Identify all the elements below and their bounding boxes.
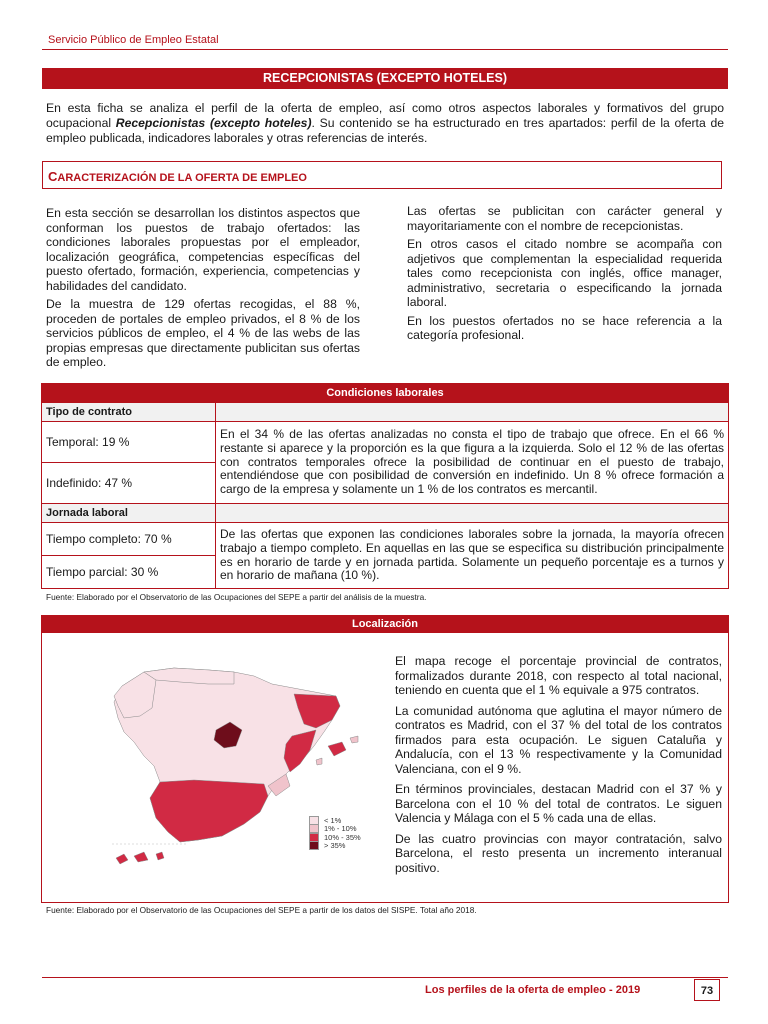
right-paragraph: Las ofertas se publicitan con carácter general y mayoritariamente con el nombre de recepcionistas.	[407, 204, 722, 233]
jornada-heading: Jornada laboral	[42, 504, 216, 523]
right-paragraph: En otros casos el citado nombre se acompaña con adjetivos que complementan la especialidad requerida tales como recepcionista con inglés, office manager, administrativo, secretaria o especificando la jornada laboral.	[407, 237, 722, 309]
legend-item	[309, 825, 361, 834]
legend-label: < 1%	[324, 815, 342, 825]
intro-paragraph	[46, 101, 724, 146]
right-column	[407, 204, 722, 347]
location-paragraph: En términos provinciales, destacan Madrid con el 37 % y Barcelona con el 10 % del total de contratos. Le siguen Valencia y Málaga con el 5 % cada una de ellas.	[395, 782, 722, 825]
intro-emph: Recepcionistas (excepto hoteles)	[115, 116, 312, 130]
section-first-letter: C	[48, 169, 58, 184]
canarias	[116, 852, 164, 864]
contract-description: En el 34 % de las ofertas analizadas no consta el tipo de trabajo que ofrece. En el 66 % restante si aparece y la proporción es la que figura a la izquierda. Solo el 12 % de las ofertas con contratos temporales ofrece la posibilidad de continuar en el puesto de trabajo, entendiéndose que con posibilidad de conversión en indefinido. Un 8 % ofrece formación a cargo de la empresa y solamente un 1 % de los contratos es mercantil.	[216, 422, 729, 504]
footer-rule	[42, 977, 728, 978]
legend-label: 1% - 10%	[324, 824, 357, 834]
contract-heading: Tipo de contrato	[42, 403, 216, 422]
legend-label: 10% - 35%	[324, 832, 361, 842]
intro-after: . Su contenido se ha estructurado en tres apartados: perfil de la oferta de empleo publicada, indicadores laborales y otras referencias de interés.	[46, 116, 725, 145]
location-title: Localización	[42, 616, 728, 633]
conditions-title: Condiciones laborales	[42, 384, 729, 403]
indefinido-value: Indefinido: 47 %	[42, 463, 216, 504]
location-paragraph: El mapa recoge el porcentaje provincial de contratos, formalizados durante 2018, con respecto al total nacional, teniendo en cuenta que el 1 % equivale a 975 contratos.	[395, 654, 722, 697]
completo-value: Tiempo completo: 70 %	[42, 523, 216, 556]
contract-heading-blank	[216, 403, 729, 422]
ibiza	[316, 758, 322, 765]
page-number: 73	[694, 979, 720, 1001]
left-paragraph: En esta sección se desarrollan los distintos aspectos que conforman los puestos de trabajo ofertados: las condiciones laborales propuestas por el empleador, localización geográfica, competencias específicas del puesto ofertado, formación, experiencia, competencias y habilidades del candidato.	[46, 206, 360, 293]
map-legend	[309, 816, 361, 850]
right-paragraph: En los puestos ofertados no se hace referencia a la categoría profesional.	[407, 313, 722, 342]
intro-before: En esta ficha se analiza el perfil de la oferta de empleo, así como otros aspectos laborales y formativos del grupo ocupacional	[46, 101, 724, 130]
jornada-description: De las ofertas que exponen las condiciones laborales sobre la jornada, la mayoría ofrecen trabajo a tiempo completo. En aquellas en las que se especifica su distribución principalmente es en horario de tarde y en jornada partida. Solamente un pequeño porcentaje es a turnos y en horario de mañana (10 %).	[216, 523, 729, 589]
legend-item	[309, 816, 361, 825]
conditions-table	[41, 383, 729, 589]
left-paragraph: De la muestra de 129 ofertas recogidas, el 88 %, proceden de portales de empleo privados, el 8 % de los servicios públicos de empleo, el 4 % de las webs de las propias empresas que directamente publicitan sus ofertas de empleo.	[46, 297, 360, 369]
andalucia	[150, 780, 268, 842]
legend-swatch	[309, 841, 319, 850]
footer-text: Los perfiles de la oferta de empleo - 2019	[425, 984, 641, 996]
location-source: Fuente: Elaborado por el Observatorio de las Ocupaciones del SEPE a partir de los datos del SISPE. Total año 2018.	[46, 905, 477, 915]
location-paragraph: De las cuatro provincias con mayor contratación, salvo Barcelona, el resto presenta un incremento interanual positivo.	[395, 831, 722, 875]
location-text	[395, 654, 722, 881]
location-paragraph: La comunidad autónoma que aglutina el mayor número de contratos es Madrid, con el 37 % del total de los contratos firmados para esta ocupación. Le siguen Cataluña y Andalucía, con el 13 % respectivamente y la Comunidad Valenciana, con el 9 %.	[395, 703, 722, 776]
mallorca	[328, 742, 346, 756]
menorca	[350, 736, 358, 743]
legend-label: > 35%	[324, 841, 346, 851]
section-heading	[42, 161, 722, 189]
legend-item	[309, 842, 361, 851]
left-column	[46, 206, 360, 374]
parcial-value: Tiempo parcial: 30 %	[42, 556, 216, 589]
temporal-value: Temporal: 19 %	[42, 422, 216, 463]
page-title: RECEPCIONISTAS (EXCEPTO HOTELES)	[42, 68, 728, 89]
conditions-source: Fuente: Elaborado por el Observatorio de las Ocupaciones del SEPE a partir del análisis de la muestra.	[46, 592, 427, 602]
section-rest: ARACTERIZACIÓN DE LA OFERTA DE EMPLEO	[57, 172, 307, 184]
header-org: Servicio Público de Empleo Estatal	[48, 34, 219, 46]
legend-item	[309, 833, 361, 842]
header-rule	[42, 49, 728, 50]
location-box	[41, 615, 729, 903]
jornada-heading-blank	[216, 504, 729, 523]
